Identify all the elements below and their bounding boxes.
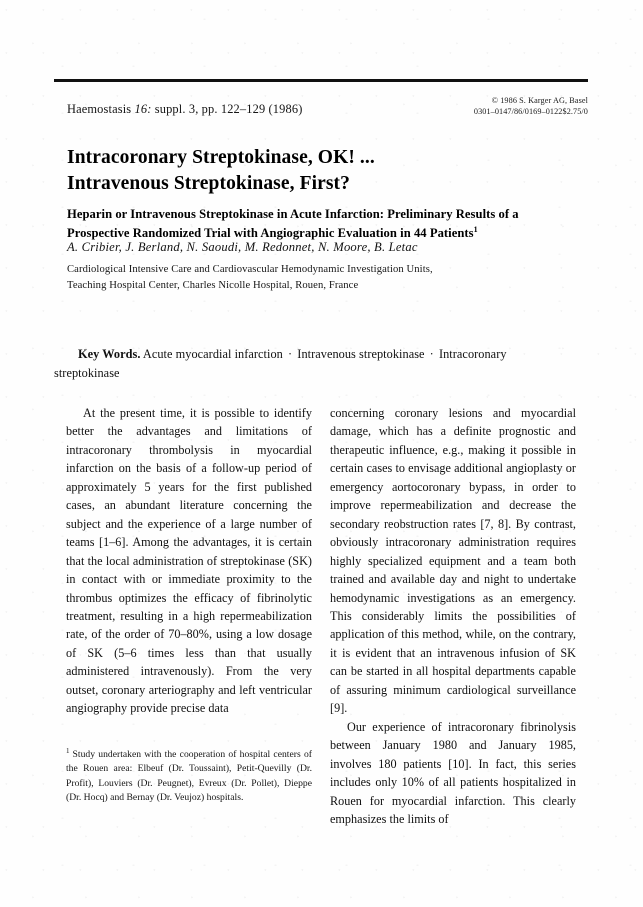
article-subtitle-text: Heparin or Intravenous Streptokinase in Acute Infarction: Preliminary Results of a Prospective Randomized Trial with Angiographic Evaluation in 44 Patients — [67, 207, 519, 240]
keyword-term: Intravenous streptokinase — [297, 347, 425, 361]
author-list: A. Cribier, J. Berland, N. Saoudi, M. Redonnet, N. Moore, B. Letac — [67, 240, 418, 254]
keywords-block — [54, 345, 566, 382]
page-header — [54, 96, 588, 130]
body-paragraph: Our experience of intracoronary fibrinolysis between January 1980 and January 1985, involves 180 patients [10]. In fact, this series includes only 10% of all patients hospitalized in Rouen for myocardial infarction. This clearly emphasizes the limits of — [330, 719, 576, 826]
footnote-text: Study undertaken with the cooperation of hospital centers of the Rouen area: Elbeuf (Dr. Toussaint), Petit-Quevilly (Dr. Profit), Louviers (Dr. Peugnet), Evreux (Dr. Pollet), Dieppe (Dr. Hocq) and Bernay (Dr. Veujoz) hospitals. — [66, 749, 312, 803]
body-column-right — [330, 404, 576, 828]
issn-code-line: 0301–0147/86/0169–0122$2.75/0 — [473, 106, 588, 116]
title-block — [67, 145, 577, 242]
copyright-line: © 1986 S. Karger AG, Basel — [491, 96, 588, 105]
header-rule — [54, 79, 588, 82]
body-paragraph: concerning coronary lesions and myocardial damage, which has a definite prognostic and therapeutic influence, e.g., making it possible in certain cases to envisage additional angioplasty or emergency aortocoronary bypass, in order to improve repermeabilization and decrease the secondary reobstruction rates [7, 8]. By contrast, obviously intracoronary administration requires highly specialized equipment and a team both trained and available day and night to undertake hemodynamic investigations as an emergency. This considerably limits the possibilities of application of this method, while, on the contrary, it is evident that an intravenous infusion of SK can be started in all hospital departments capable of assuring minimum cardiological surveillance [9]. — [330, 406, 576, 716]
article-title-line-1: Intracoronary Streptokinase, OK! ... — [67, 147, 375, 168]
affiliation — [67, 262, 567, 293]
article-subtitle — [67, 205, 559, 242]
keywords-label: Key Words. — [78, 347, 141, 361]
keyword-term: Intracoronary streptokinase — [54, 347, 507, 380]
article-title-line-2: Intravenous Streptokinase, First? — [67, 172, 350, 194]
copyright-block — [474, 96, 588, 117]
subtitle-footnote-marker: 1 — [473, 224, 478, 234]
keyword-separator: · — [284, 347, 296, 361]
keyword-term: Acute myocardial infarction — [142, 347, 283, 361]
keyword-separator: · — [426, 347, 437, 361]
journal-name: Haemostasis — [67, 102, 135, 116]
journal-citation-detail: suppl. 3, pp. 122–129 (1986) — [151, 102, 303, 116]
journal-volume: 16: — [134, 102, 152, 116]
affiliation-line-2: Teaching Hospital Center, Charles Nicolle Hospital, Rouen, France — [67, 279, 359, 291]
body-paragraph: At the present time, it is possible to identify better the advantages and limitations of intracoronary thrombolysis in myocardial infarction on the basis of a follow-up period of approximately 5 years for the first published cases, an abundant literature concerning the subject and the experience of a large number of teams [1–6]. Among the advantages, it is certain that the local administration of streptokinase (SK) in contact with or immediate proximity to the thrombus optimizes the efficacy of fibrinolytic treatment, resulting in a high repermeabilization rate, of the order of 70–80%, using a low dosage of SK (5–6 times less than that usually administered intravenously). From the very outset, coronary arteriography and left ventricular angiography provide precise data — [66, 406, 312, 716]
footnote — [66, 748, 312, 805]
footnote-marker: 1 — [66, 746, 70, 755]
journal-citation — [67, 102, 302, 117]
affiliation-line-1: Cardiological Intensive Care and Cardiovascular Hemodynamic Investigation Units, — [67, 264, 433, 275]
body-column-left — [66, 404, 312, 718]
